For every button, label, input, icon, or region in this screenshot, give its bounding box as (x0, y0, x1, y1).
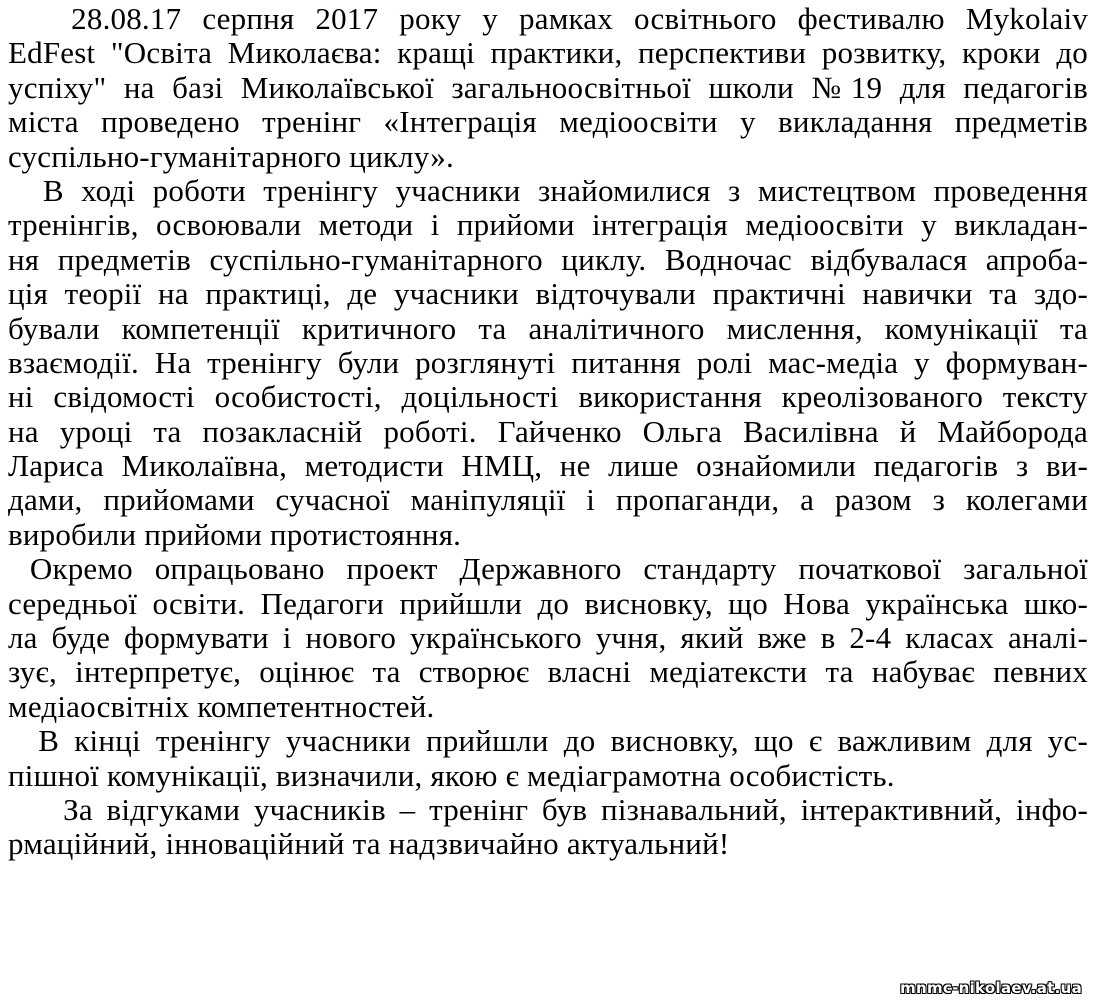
text-line: За відгуками учасників – тренінг був пізнавальний, інтерактивний, інфо- (8, 791, 1088, 827)
text-line: взаємодії. На тренінгу були розглянуті питання ролі мас-медіа у формуван- (8, 344, 1088, 380)
paragraph (8, 2, 1088, 174)
text-line: В ході роботи тренінгу учасники знайомилися з мистецтвом проведення (8, 172, 1088, 208)
text-line: тренінгів, освоювали методи і прийоми інтеграція медіоосвіти у викладан- (8, 207, 1088, 243)
text-line: міста проведено тренінг «Інтеграція медіоосвіти у викладання предметів (8, 104, 1088, 140)
text-line: дами, прийомами сучасної маніпуляції і пропаганди, а разом з колегами (8, 482, 1088, 518)
text-line: медіаосвітніх компетентностей. (8, 688, 435, 724)
text-line: на уроці та позакласній роботі. Гайченко Ольга Василівна й Майборода (8, 413, 1088, 449)
site-watermark: mnmc-nikolaev.at.ua (900, 979, 1082, 997)
text-line: середньої освіти. Педагоги прийшли до висновку, що Нова українська шко- (8, 585, 1088, 621)
paragraph (8, 724, 1088, 793)
text-line: В кінці тренінгу учасники прийшли до висновку, що є важливим для ус- (8, 723, 1088, 759)
text-line: бували компетенції критичного та аналітичного мислення, комунікації та (8, 310, 1088, 346)
text-line: пішної комунікації, визначили, якою є медіаграмотна особистість. (8, 757, 895, 793)
paragraph (8, 174, 1088, 552)
text-line: Лариса Миколаївна, методисти НМЦ, не лише ознайомили педагогів з ви- (8, 448, 1088, 484)
paragraph (8, 793, 1088, 862)
text-line: суспільно-гуманітарного циклу». (8, 138, 454, 174)
text-line: ня предметів суспільно-гуманітарного циклу. Водночас відбувалася апроба- (8, 241, 1088, 277)
text-line: Окремо опрацьовано проект Державного стандарту початкової загальної (8, 551, 1088, 587)
text-line: ла буде формувати і нового українського учня, який вже в 2-4 класах аналі- (8, 620, 1088, 656)
text-line: 28.08.17 серпня 2017 року у рамках освітнього фестивалю Mykolaiv (8, 1, 1088, 36)
text-line: успіху" на базі Миколаївської загальноосвітньої школи №19 для педагогів (8, 69, 1088, 105)
paragraph (8, 552, 1088, 724)
text-line: ні свідомості особистості, доцільності використання креолізованого тексту (8, 379, 1088, 415)
text-line: виробили прийоми протистояння. (8, 516, 462, 552)
text-line: EdFest "Освіта Миколаєва: кращі практики, перспективи розвитку, кроки до (8, 35, 1088, 71)
text-line: ція теорії на практиці, де учасники відточували практичні навички та здо- (8, 276, 1088, 312)
text-line: рмаційний, інноваційний та надзвичайно актуальний! (8, 826, 730, 862)
text-line: зує, інтерпретує, оцінює та створює власні медіатексти та набуває певних (8, 654, 1088, 690)
article-body (8, 2, 1088, 862)
